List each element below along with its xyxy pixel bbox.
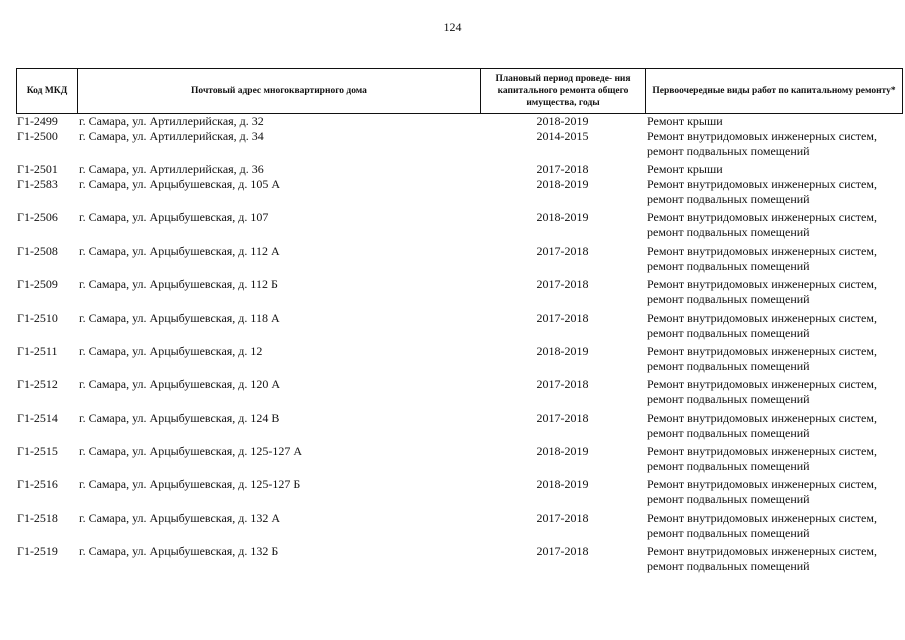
- cell-code: Г1-2510: [17, 311, 58, 325]
- cell-code: Г1-2515: [17, 444, 58, 458]
- cell-address: г. Самара, ул. Арцыбушевская, д. 132 Б: [79, 544, 279, 558]
- table-row: [0, 544, 905, 577]
- cell-code: Г1-2499: [17, 114, 58, 128]
- cell-address: г. Самара, ул. Арцыбушевская, д. 12: [79, 344, 263, 358]
- header-period: Плановый период проведе- ния капитального ремонта общего имущества, годы: [481, 69, 646, 113]
- cell-code: Г1-2508: [17, 244, 58, 258]
- cell-code: Г1-2583: [17, 177, 58, 191]
- cell-period: 2014-2015: [536, 129, 589, 143]
- cell-works: Ремонт внутридомовых инженерных систем, ремонт подвальных помещений: [647, 544, 877, 573]
- cell-address: г. Самара, ул. Арцыбушевская, д. 124 В: [79, 411, 280, 425]
- cell-period: 2018-2019: [536, 344, 589, 358]
- cell-address: г. Самара, ул. Арцыбушевская, д. 120 А: [79, 377, 281, 391]
- cell-code: Г1-2516: [17, 477, 58, 491]
- cell-address: г. Самара, ул. Арцыбушевская, д. 107: [79, 210, 269, 224]
- cell-address: г. Самара, ул. Арцыбушевская, д. 118 А: [79, 311, 280, 325]
- header-code: Код МКД: [17, 69, 78, 113]
- table-row: [0, 162, 905, 177]
- cell-address: г. Самара, ул. Артиллерийская, д. 36: [79, 162, 264, 176]
- cell-code: Г1-2519: [17, 544, 58, 558]
- cell-period: 2017-2018: [536, 511, 589, 525]
- cell-period: 2017-2018: [536, 277, 589, 291]
- header-works: Первоочередные виды работ по капитальному ремонту*: [652, 86, 896, 96]
- page-number: 124: [443, 20, 462, 34]
- cell-works: Ремонт внутридомовых инженерных систем, ремонт подвальных помещений: [647, 344, 877, 373]
- table-row: [0, 114, 905, 129]
- table-body: [0, 114, 905, 577]
- cell-code: Г1-2509: [17, 277, 58, 291]
- cell-address: г. Самара, ул. Арцыбушевская, д. 125-127 Б: [79, 477, 301, 491]
- cell-works: Ремонт внутридомовых инженерных систем, ремонт подвальных помещений: [647, 511, 877, 540]
- table-row: [0, 129, 905, 162]
- table-row: [0, 277, 905, 311]
- cell-period: 2017-2018: [536, 311, 589, 325]
- cell-works: Ремонт внутридомовых инженерных систем, ремонт подвальных помещений: [647, 210, 877, 239]
- cell-period: 2017-2018: [536, 544, 589, 558]
- cell-period: 2018-2019: [536, 477, 589, 491]
- cell-period: 2017-2018: [536, 411, 589, 425]
- cell-address: г. Самара, ул. Артиллерийская, д. 32: [79, 114, 264, 128]
- cell-period: 2018-2019: [536, 210, 589, 224]
- cell-address: г. Самара, ул. Артиллерийская, д. 34: [79, 129, 264, 143]
- cell-works: Ремонт внутридомовых инженерных систем, ремонт подвальных помещений: [647, 177, 877, 206]
- cell-period: 2018-2019: [536, 114, 589, 128]
- cell-works: Ремонт внутридомовых инженерных систем, ремонт подвальных помещений: [647, 129, 877, 158]
- table-row: [0, 477, 905, 511]
- cell-works: Ремонт внутридомовых инженерных систем, ремонт подвальных помещений: [647, 244, 877, 273]
- table-row: [0, 411, 905, 444]
- cell-works: Ремонт внутридомовых инженерных систем, ремонт подвальных помещений: [647, 277, 877, 306]
- cell-address: г. Самара, ул. Арцыбушевская, д. 112 Б: [79, 277, 278, 291]
- cell-code: Г1-2512: [17, 377, 58, 391]
- cell-works: Ремонт внутридомовых инженерных систем, ремонт подвальных помещений: [647, 411, 877, 440]
- cell-works: Ремонт крыши: [647, 114, 723, 128]
- cell-period: 2017-2018: [536, 162, 589, 176]
- table-row: [0, 511, 905, 544]
- table-row: [0, 210, 905, 244]
- cell-works: Ремонт внутридомовых инженерных систем, ремонт подвальных помещений: [647, 377, 877, 406]
- table-row: [0, 344, 905, 377]
- table-row: [0, 377, 905, 411]
- table-row: [0, 444, 905, 477]
- cell-address: г. Самара, ул. Арцыбушевская, д. 105 А: [79, 177, 281, 191]
- cell-period: 2017-2018: [536, 244, 589, 258]
- table-row: [0, 244, 905, 277]
- cell-period: 2017-2018: [536, 377, 589, 391]
- table-header: [16, 68, 903, 114]
- cell-period: 2018-2019: [536, 444, 589, 458]
- cell-address: г. Самара, ул. Арцыбушевская, д. 125-127 А: [79, 444, 303, 458]
- cell-code: Г1-2506: [17, 210, 58, 224]
- cell-works: Ремонт крыши: [647, 162, 723, 176]
- cell-code: Г1-2518: [17, 511, 58, 525]
- header-address: Почтовый адрес многоквартирного дома: [78, 69, 481, 113]
- cell-period: 2018-2019: [536, 177, 589, 191]
- cell-code: Г1-2514: [17, 411, 58, 425]
- cell-code: Г1-2511: [17, 344, 58, 358]
- table-row: [0, 311, 905, 344]
- cell-works: Ремонт внутридомовых инженерных систем, ремонт подвальных помещений: [647, 311, 877, 340]
- cell-address: г. Самара, ул. Арцыбушевская, д. 132 А: [79, 511, 281, 525]
- cell-code: Г1-2500: [17, 129, 58, 143]
- cell-address: г. Самара, ул. Арцыбушевская, д. 112 А: [79, 244, 280, 258]
- table-row: [0, 177, 905, 210]
- cell-works: Ремонт внутридомовых инженерных систем, ремонт подвальных помещений: [647, 444, 877, 473]
- cell-code: Г1-2501: [17, 162, 58, 176]
- cell-works: Ремонт внутридомовых инженерных систем, ремонт подвальных помещений: [647, 477, 877, 506]
